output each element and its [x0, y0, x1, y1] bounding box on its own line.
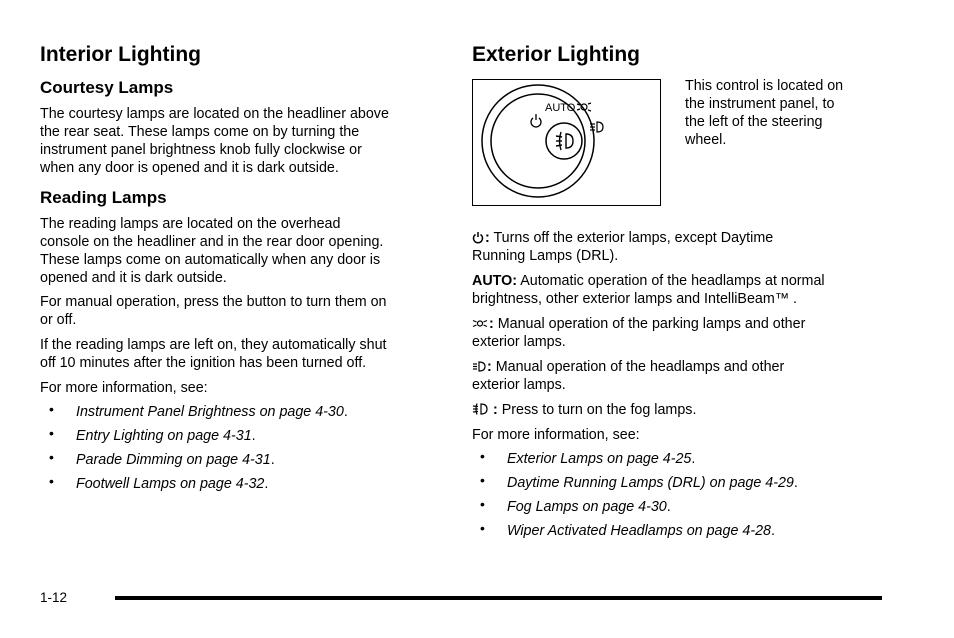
reading-lamps-body-2: For manual operation, press the button to turn them on or off. [40, 294, 387, 328]
list-item[interactable] [49, 449, 275, 469]
left-see-more: For more information, see: [40, 380, 208, 396]
list-item[interactable] [480, 496, 671, 516]
headlamps-text: Manual operation of the headlamps and other exterior lamps. [472, 359, 785, 393]
figure-caption: This control is located on the instrument panel, to the left of the steering wheel. [685, 78, 844, 148]
link-end: . [666, 499, 671, 515]
off-item [472, 229, 882, 265]
list-item[interactable] [49, 401, 348, 421]
bullet-icon: • [49, 401, 54, 417]
bullet-icon: • [480, 448, 485, 464]
right-see-more: For more information, see: [472, 427, 640, 443]
list-item[interactable] [480, 448, 696, 468]
reading-lamps-heading: Reading Lamps [40, 188, 167, 207]
link-end: . [770, 523, 775, 539]
fog-lamps-text: Press to turn on the fog lamps. [501, 402, 697, 418]
cross-reference-link[interactable]: Daytime Running Lamps (DRL) on page 4-29 [507, 475, 794, 491]
link-end: . [793, 475, 798, 491]
list-item[interactable] [480, 472, 798, 492]
auto-item [472, 272, 882, 308]
courtesy-lamps-heading: Courtesy Lamps [40, 78, 174, 97]
footer-rule [115, 596, 882, 600]
bullet-icon: • [49, 425, 54, 441]
reading-lamps-body-1: The reading lamps are located on the overhead console on the headliner and in the rear door opening. These lamps come on automatically when any door is opened and it is dark outside. [40, 216, 384, 286]
list-item[interactable] [49, 425, 256, 445]
link-end: . [264, 476, 269, 492]
bullet-icon: • [49, 449, 54, 465]
reading-lamps-body-3: If the reading lamps are left on, they automatically shut off 10 minutes after the ignition has been turned off. [40, 337, 387, 371]
link-end: . [251, 428, 256, 444]
exterior-lighting-title: Exterior Lighting [472, 43, 640, 66]
page-number: 1-12 [40, 590, 68, 605]
knob-auto-label: AUTO [545, 102, 576, 114]
cross-reference-link[interactable]: Entry Lighting on page 4-31 [76, 428, 252, 444]
bullet-icon: • [480, 472, 485, 488]
fog-lamps-item [472, 401, 882, 419]
headlamp-knob-illustration [473, 80, 659, 204]
cross-reference-link[interactable]: Instrument Panel Brightness on page 4-30 [76, 404, 344, 420]
fog-lamp-icon: : [472, 402, 498, 418]
list-item[interactable] [480, 520, 775, 540]
power-off-icon: : [472, 230, 490, 246]
cross-reference-link[interactable]: Wiper Activated Headlamps on page 4-28 [507, 523, 771, 539]
headlamps-icon: : [472, 359, 492, 375]
parking-lamps-text: Manual operation of the parking lamps and other exterior lamps. [472, 316, 806, 350]
cross-reference-link[interactable]: Fog Lamps on page 4-30 [507, 499, 667, 515]
link-end: . [343, 404, 348, 420]
list-item[interactable] [49, 473, 269, 493]
link-end: . [270, 452, 275, 468]
cross-reference-link[interactable]: Footwell Lamps on page 4-32 [76, 476, 265, 492]
auto-item-text: Automatic operation of the headlamps at normal brightness, other exterior lamps and IntelliBeam™ . [472, 273, 825, 307]
headlamps-item [472, 358, 882, 394]
cross-reference-link[interactable]: Parade Dimming on page 4-31 [76, 452, 271, 468]
courtesy-lamps-body: The courtesy lamps are located on the headliner above the rear seat. These lamps come on by turning the instrument panel brightness knob fully clockwise or when any door is opened and it is dark outside. [40, 106, 389, 176]
cross-reference-link[interactable]: Exterior Lamps on page 4-25 [507, 451, 692, 467]
link-end: . [691, 451, 696, 467]
exterior-lamp-control-figure [472, 79, 661, 206]
parking-lamps-item [472, 315, 882, 351]
bullet-icon: • [480, 520, 485, 536]
bullet-icon: • [49, 473, 54, 489]
off-item-text: Turns off the exterior lamps, except Daytime Running Lamps (DRL). [472, 230, 774, 264]
auto-item-label: AUTO: [472, 273, 518, 289]
bullet-icon: • [480, 496, 485, 512]
parking-lamps-icon: : [472, 316, 494, 332]
interior-lighting-title: Interior Lighting [40, 43, 201, 66]
